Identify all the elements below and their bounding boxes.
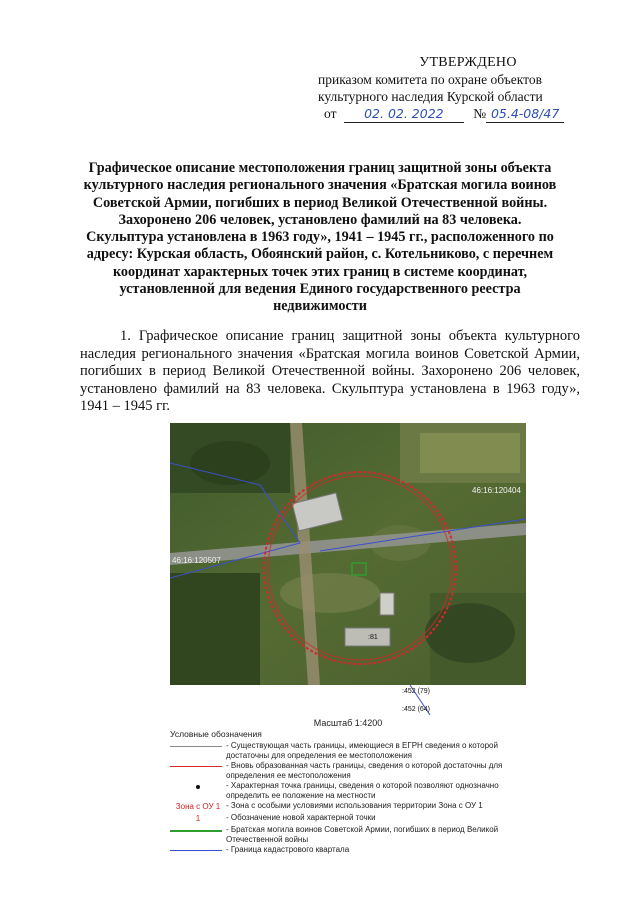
- date-prefix: от: [324, 106, 337, 121]
- legend-item: Зона с ОУ 1 - Зона с особыми условиями использования территории Зона с ОУ 1: [175, 801, 483, 811]
- document-title: Графическое описание местоположения границ защитной зоны объекта культурного наследия регионального значения «Братская могила воинов Советской Армии, погибших в период Великой Отечественной войны. Захоронено 206 человек, установлено фамилий на 83 человека. Скульптура установлена в 1963 году», 1941 – 1945 гг., расположенного по адресу: Курская область, Обоянский район, с. Котельниково, с перечнем координат характерных точек этих границ в системе координат, установленной для ведения Единого государственного реестра недвижимости: [83, 160, 557, 315]
- building-label-2: :452 (79): [402, 688, 431, 695]
- legend-item: - Граница кадастрового квартала: [170, 845, 526, 856]
- satellite-map: [170, 423, 526, 715]
- approval-block: [318, 54, 598, 123]
- approval-heading: УТВЕРЖДЕНО: [419, 55, 517, 70]
- approval-line-1: приказом комитета по охране объектов: [318, 72, 542, 87]
- point-dot-icon: [196, 785, 200, 789]
- approval-date-line: [318, 105, 598, 123]
- map-image: [170, 423, 526, 715]
- zone-symbol: Зона с ОУ 1: [175, 802, 221, 811]
- body-paragraph: 1. Графическое описание границ защитной зоны объекта культурного наследия регионального значения «Братская могила воинов Советской Армии, погибших в период Великой Отечественной войны. Захоронено 206 человек, установлено фамилий на 83 человека. Скульптура установлена в 1963 году», 1941 – 1945 гг.: [80, 328, 580, 414]
- parcel-label-right: 46:16:120404: [472, 486, 521, 495]
- building-label-3: :452 (64): [402, 706, 431, 713]
- number-prefix: №: [473, 106, 487, 121]
- building-label-1: :81: [368, 634, 378, 641]
- point-number-symbol: 1: [195, 814, 201, 823]
- legend-item: - Характерная точка границы, сведения о которой позволяют однозначно определить ее положение на местности: [170, 781, 526, 800]
- number-value: 05.4-08/47: [486, 105, 564, 123]
- legend-title: Условные обозначения: [170, 729, 262, 739]
- legend: [170, 729, 526, 857]
- legend-item: - Вновь образованная часть границы, сведения о которой достаточны для определения ее местоположения: [170, 761, 526, 780]
- approval-line-2: культурного наследия Курской области: [318, 89, 543, 104]
- date-value: 02. 02. 2022: [344, 105, 464, 123]
- legend-item: 1 - Обозначение новой характерной точки: [195, 813, 376, 823]
- legend-item: - Существующая часть границы, имеющиеся в ЕГРН сведения о которой достаточны для определения ее местоположения: [170, 741, 526, 760]
- map-scale: Масштаб 1:4200: [313, 718, 383, 728]
- parcel-label-left: 46:16:120507: [172, 556, 221, 565]
- legend-item: - Братская могила воинов Советской Армии, погибших в период Великой Отечественной войны: [170, 825, 526, 844]
